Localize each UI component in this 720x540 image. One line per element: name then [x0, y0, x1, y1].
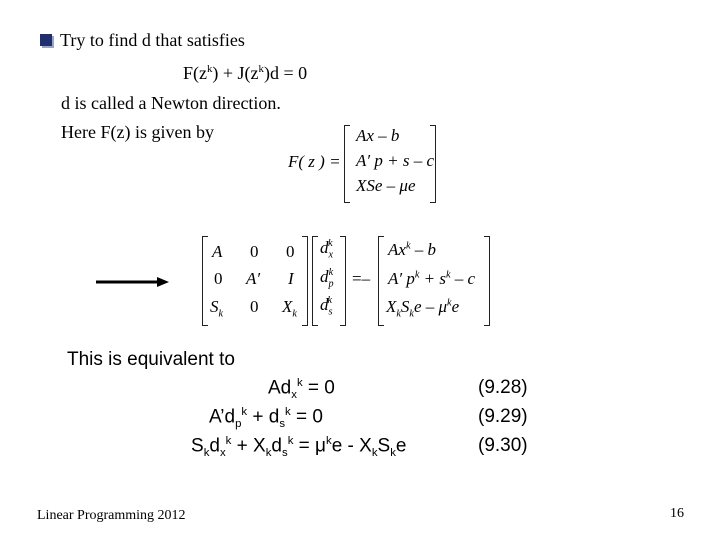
- jacobian-cell: $X_k$: [282, 297, 297, 320]
- d-vector-entry: $d_p^k$: [320, 267, 334, 290]
- rhs-row-3: $X_kS_ke - \mu^ke$: [386, 297, 460, 320]
- fz-row-1: Ax – b: [356, 126, 400, 145]
- newton-system: [200, 234, 495, 328]
- fz-right-bracket: [430, 125, 436, 203]
- jacobian-cell: I: [288, 269, 294, 288]
- d-vector-entry: $d_s^k$: [320, 295, 333, 318]
- equation-9-28: $Ad_x^k = 0$: [268, 377, 335, 402]
- jacobian-cell: A: [212, 242, 223, 261]
- bullet-text: Try to find d that satisfies: [60, 30, 245, 50]
- newton-direction-text: d is called a Newton direction.: [61, 93, 281, 113]
- jacobian-cell: 0: [250, 297, 259, 316]
- fz-label: F( z ) =: [288, 152, 341, 171]
- equals-minus: =–: [352, 269, 371, 288]
- rhs-row-1: Ax$^k$ – b: [388, 240, 436, 259]
- fz-row-3: XSe – μe: [356, 176, 416, 195]
- jacobian-right-bracket: [302, 236, 308, 326]
- jacobian-cell: 0: [250, 242, 259, 261]
- jacobian-left-bracket: [202, 236, 208, 326]
- rhs-right-bracket: [484, 236, 490, 326]
- equation-9-29: $A’d_p^k + d_s^k = 0$: [209, 406, 323, 431]
- equation-number-9-29: (9.29): [478, 406, 528, 427]
- right-arrow-icon: [95, 274, 170, 290]
- equation-9-30: $S_kd_x^k + X_kd_s^k = \mu^ke - X_kS_ke$: [191, 435, 407, 460]
- fz-left-bracket: [344, 125, 350, 203]
- footer-title: Linear Programming 2012: [37, 508, 186, 523]
- jacobian-cell: A′: [246, 269, 261, 288]
- jacobian-cell: $S_k$: [210, 297, 224, 320]
- equation-number-9-28: (9.28): [478, 377, 528, 398]
- fz-row-2: A′ p + s – c: [356, 151, 434, 170]
- d-vector-left-bracket: [312, 236, 318, 326]
- jacobian-cell: 0: [286, 242, 295, 261]
- rhs-left-bracket: [378, 236, 384, 326]
- equivalent-text: This is equivalent to: [67, 349, 235, 370]
- jacobian-cell: 0: [214, 269, 223, 288]
- newton-equation: $F(z^k) + J(z^k)d = 0$: [183, 63, 308, 83]
- d-vector-entry: $d_x^k$: [320, 238, 334, 261]
- fz-definition: [288, 122, 438, 204]
- page-number: 16: [670, 506, 684, 521]
- rhs-row-2: A′ $p^k + s^k - c$: [388, 269, 476, 288]
- here-text: Here F(z) is given by: [61, 122, 214, 142]
- d-vector-right-bracket: [340, 236, 346, 326]
- equation-number-9-30: (9.30): [478, 435, 528, 456]
- bullet-square-icon: [40, 34, 52, 46]
